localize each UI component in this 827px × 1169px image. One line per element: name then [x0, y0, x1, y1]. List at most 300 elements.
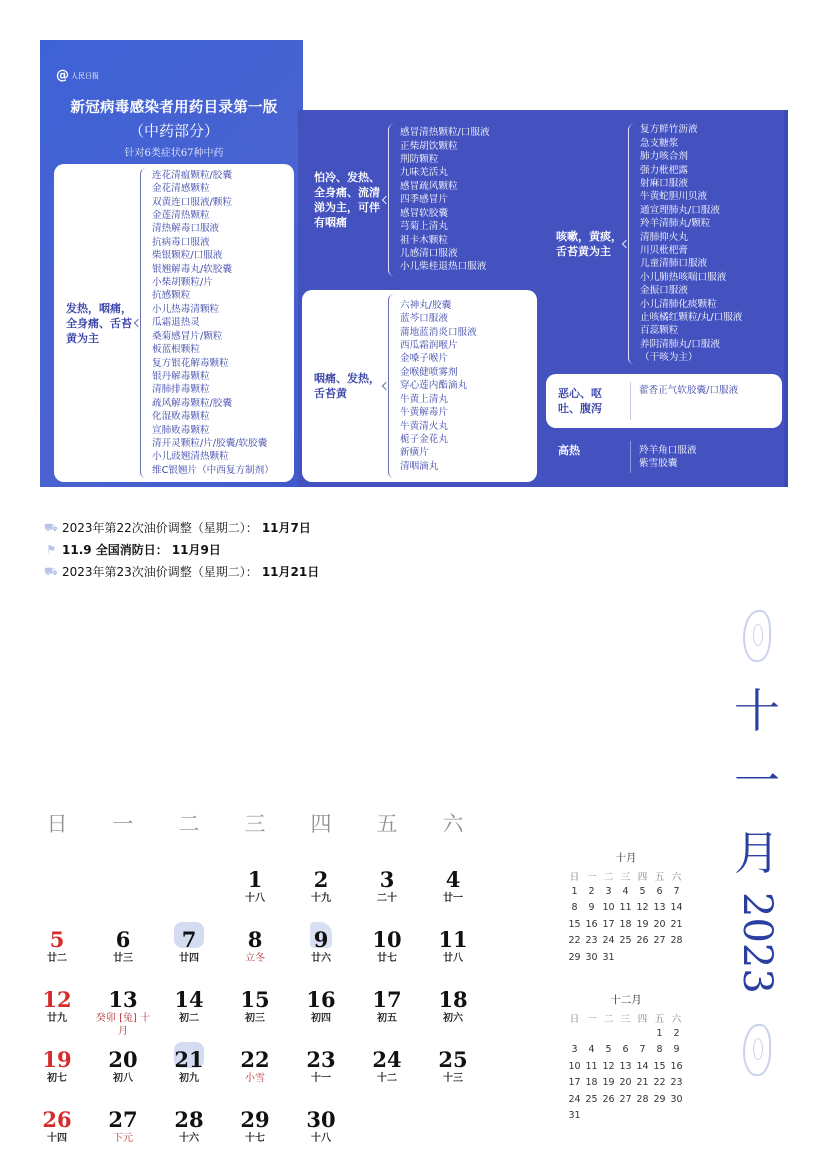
- peoples-daily-logo: [56, 68, 99, 83]
- month-char: 一: [734, 754, 780, 808]
- lunar-date: 廿一: [443, 893, 463, 904]
- calendar-day[interactable]: [24, 1048, 90, 1108]
- mini-empty-cell: [634, 1028, 651, 1045]
- mini-day: 29: [568, 951, 581, 963]
- day-number: 27: [108, 1107, 138, 1132]
- group-items: [640, 120, 742, 368]
- brace-icon: [134, 164, 146, 482]
- group-items: [400, 290, 477, 482]
- calendar-empty-cell: [90, 868, 156, 928]
- brace-icon: [382, 120, 394, 280]
- lunar-date: 十九: [311, 893, 331, 904]
- event-item: [44, 539, 319, 561]
- medicine-item: 荆防颗粒: [400, 154, 439, 166]
- day-number: 7: [181, 927, 197, 952]
- medicine-item: 牛黄蛇胆川贝液: [640, 191, 708, 203]
- medicine-item: 止咳橘红颗粒/丸/口服液: [640, 312, 743, 324]
- calendar-day[interactable]: [222, 928, 288, 988]
- medicine-item: 小儿豉翘清热颗粒: [152, 451, 229, 463]
- day-number: 18: [438, 987, 468, 1012]
- mini-day: 20: [653, 918, 666, 930]
- car-icon: ⛟: [44, 521, 58, 534]
- group-card-chills: [302, 120, 537, 280]
- calendar-day[interactable]: [288, 1048, 354, 1108]
- medicine-item: 银翘解毒丸/软胶囊: [152, 263, 232, 275]
- event-date: 11月9日: [171, 543, 221, 557]
- medicine-item: 牛黄上清丸: [400, 393, 448, 405]
- calendar-day[interactable]: [288, 988, 354, 1048]
- mini-day: 29: [653, 1093, 666, 1105]
- calendar-day[interactable]: [222, 988, 288, 1048]
- medicine-item: 清肺抑火丸: [640, 231, 688, 243]
- day-number: 17: [372, 987, 402, 1012]
- lunar-date: 初三: [245, 1013, 265, 1024]
- medicine-item: 感冒清热颗粒/口服液: [400, 127, 490, 139]
- medicine-item: 疏风解毒颗粒/胶囊: [152, 397, 232, 409]
- lunar-date: 廿七: [377, 953, 397, 964]
- lunar-date: 廿三: [113, 953, 133, 964]
- mini-day: 31: [568, 1110, 581, 1121]
- mini-day: 6: [656, 885, 663, 897]
- lunar-date: 小雪: [245, 1073, 265, 1084]
- medicine-item: 百蕊颗粒: [640, 325, 679, 337]
- mini-weekday: 六: [671, 1014, 682, 1025]
- mini-day: 30: [670, 1093, 683, 1105]
- mini-weekday: 五: [654, 872, 665, 883]
- calendar-day[interactable]: [156, 1108, 222, 1168]
- mini-day: 25: [619, 935, 632, 946]
- medicine-item: 新癀片: [400, 447, 429, 459]
- mini-day: 23: [670, 1077, 683, 1088]
- calendar-day[interactable]: [156, 1048, 222, 1108]
- mini-weekday: 四: [637, 872, 648, 883]
- medicine-item: 小儿肺热咳喘口服液: [640, 271, 727, 283]
- lunar-date: 廿四: [179, 953, 199, 964]
- mini-day: 18: [619, 918, 632, 930]
- day-number: 13: [108, 987, 138, 1012]
- brace-icon: [622, 120, 634, 368]
- medicine-item: 祖卡木颗粒: [400, 234, 448, 246]
- medicine-item: 射麻口服液: [640, 177, 688, 189]
- group-items: [152, 164, 274, 482]
- calendar-day[interactable]: [420, 1048, 486, 1108]
- mini-day: 27: [653, 935, 666, 946]
- lunar-date: 初八: [113, 1073, 133, 1084]
- event-text: 2023年第22次油价调整（星期二）：: [62, 521, 258, 535]
- mini-empty-cell: [617, 1028, 634, 1045]
- mini-day: 24: [568, 1093, 581, 1105]
- lunar-date: 初九: [179, 1073, 199, 1084]
- day-grid: [24, 868, 486, 1168]
- lunar-date: 十八: [311, 1133, 331, 1144]
- calendar-day[interactable]: [354, 988, 420, 1048]
- day-number: 19: [42, 1047, 72, 1072]
- medicine-item: 化湿败毒颗粒: [152, 411, 210, 423]
- medicine-infographic: [40, 40, 788, 487]
- mini-day: 13: [619, 1060, 632, 1072]
- day-number: 11: [438, 927, 468, 952]
- calendar-day[interactable]: [90, 988, 156, 1048]
- mini-weekday: 六: [671, 872, 682, 883]
- mini-day: 28: [636, 1093, 649, 1105]
- group-items: [400, 120, 490, 280]
- medicine-item: 小柴胡颗粒/片: [152, 277, 213, 289]
- day-number: 24: [372, 1047, 402, 1072]
- group-card-cough: [544, 120, 782, 368]
- medicine-item: 栀子金花丸: [400, 433, 448, 445]
- calendar-day[interactable]: [420, 868, 486, 928]
- mini-day: 7: [639, 1044, 646, 1055]
- medicine-item: 四季感冒片: [400, 194, 448, 206]
- medicine-item: 金喉健喷雾剂: [400, 366, 458, 378]
- day-number: 20: [108, 1047, 138, 1072]
- mini-day: 4: [622, 885, 629, 897]
- day-number: 23: [306, 1047, 336, 1072]
- lunar-date: 廿九: [47, 1013, 67, 1024]
- mini-weekday: 四: [637, 1014, 648, 1025]
- medicine-item: 清咽滴丸: [400, 460, 439, 472]
- mini-weekday: 一: [586, 872, 597, 883]
- weekday-label: 日: [46, 812, 68, 836]
- brace-icon: [382, 290, 394, 482]
- mini-day: 9: [588, 902, 595, 913]
- medicine-item: 儿感清口服液: [400, 247, 458, 259]
- medicine-item: 桑菊感冒片/颗粒: [152, 330, 223, 342]
- calendar-day[interactable]: [354, 868, 420, 928]
- medicine-item: （干咳为主）: [640, 352, 698, 364]
- mini-day: 8: [571, 902, 578, 913]
- lunar-date: 十二: [377, 1073, 397, 1084]
- calendar-day[interactable]: [354, 1048, 420, 1108]
- ornament-icon: [743, 610, 771, 662]
- mini-day: 26: [602, 1093, 615, 1105]
- mini-weekday: 日: [569, 872, 580, 883]
- day-number: 15: [240, 987, 270, 1012]
- group-category: 咽痛、发热，舌苔黄: [314, 372, 380, 400]
- calendar-day[interactable]: [90, 1108, 156, 1168]
- mini-day: 19: [636, 918, 649, 930]
- mini-day: 6: [622, 1044, 629, 1055]
- month-year-title: [730, 610, 784, 1076]
- medicine-item: 感冒疏风颗粒: [400, 180, 458, 192]
- medicine-item: 蓝芩口服液: [400, 313, 448, 325]
- calendar-day[interactable]: [288, 1108, 354, 1168]
- group-items: [639, 374, 738, 428]
- group-card-sore-throat: [302, 290, 537, 482]
- medicine-item: 急支糖浆: [640, 137, 679, 149]
- event-text: 11.9 全国消防日：: [62, 543, 168, 557]
- year-label: 2023: [734, 892, 780, 994]
- medicine-item: 西瓜霜润喉片: [400, 340, 458, 352]
- mini-empty-cell: [600, 1028, 617, 1045]
- day-number: 21: [174, 1047, 204, 1072]
- lunar-date: 初四: [311, 1013, 331, 1024]
- calendar-day[interactable]: [156, 928, 222, 988]
- mini-day: 21: [636, 1077, 649, 1088]
- day-number: 5: [49, 927, 65, 952]
- mini-empty-cell: [566, 1028, 583, 1045]
- medicine-item: 维C银翘片（中西复方制剂）: [152, 464, 274, 476]
- mini-day: 18: [585, 1077, 598, 1088]
- infographic-subtitle: （中药部分）: [128, 122, 219, 140]
- mini-day: 17: [568, 1077, 581, 1088]
- lunar-date: 二十: [377, 893, 397, 904]
- mini-calendar-title: 十月: [615, 852, 637, 864]
- medicine-item: 复方银花解毒颗粒: [152, 357, 229, 369]
- group-category: 发热，咽痛，全身痛、舌苔黄为主: [66, 301, 132, 345]
- event-item: [44, 561, 319, 583]
- medicine-item: 六神丸/胶囊: [400, 299, 452, 311]
- mini-day: 4: [588, 1044, 595, 1055]
- calendar-day[interactable]: [222, 1048, 288, 1108]
- mini-day: 15: [568, 918, 581, 930]
- day-number: 8: [247, 927, 263, 952]
- at-icon: @: [56, 68, 69, 83]
- calendar-day[interactable]: [24, 928, 90, 988]
- lunar-date: 初二: [179, 1013, 199, 1024]
- day-number: 29: [240, 1107, 270, 1132]
- medicine-item: 川贝枇杷膏: [640, 245, 688, 256]
- mini-day: 10: [602, 902, 615, 913]
- mini-day: 26: [636, 935, 649, 946]
- mini-day: 10: [568, 1060, 581, 1072]
- mini-day: 27: [619, 1093, 632, 1105]
- weekday-label: 三: [244, 812, 266, 836]
- weekday-label: 六: [442, 812, 464, 836]
- weekday-label: 二: [178, 812, 200, 836]
- mini-day: 2: [673, 1027, 680, 1039]
- mini-day: 21: [670, 918, 683, 930]
- medicine-item: 复方鲜竹沥液: [640, 124, 698, 136]
- calendar-day[interactable]: [420, 988, 486, 1048]
- day-number: 3: [379, 867, 395, 892]
- calendar-day[interactable]: [288, 868, 354, 928]
- calendar-day[interactable]: [354, 928, 420, 988]
- mini-calendar-october: [566, 850, 686, 968]
- lunar-date: 立冬: [245, 953, 265, 964]
- medicine-item: 清肺排毒颗粒: [152, 384, 210, 396]
- medicine-item: 强力枇杷露: [640, 164, 688, 176]
- mini-day: 25: [585, 1093, 598, 1105]
- day-number: 16: [306, 987, 336, 1012]
- medicine-item: 瓜霜退热灵: [152, 317, 200, 329]
- medicine-item: 金振口服液: [640, 285, 688, 297]
- lunar-date: 初七: [47, 1073, 67, 1084]
- medicine-item: 连花清瘟颗粒/胶囊: [152, 169, 232, 181]
- medicine-item: 清热解毒口服液: [152, 223, 220, 235]
- day-number: 10: [372, 927, 402, 952]
- mini-day: 7: [673, 885, 680, 897]
- calendar-day[interactable]: [90, 1048, 156, 1108]
- medicine-item: 通宣理肺丸/口服液: [640, 204, 720, 216]
- calendar-day[interactable]: [420, 928, 486, 988]
- lunar-date: 十一: [311, 1073, 331, 1084]
- mini-weekday: 五: [654, 1014, 665, 1025]
- car-icon: ⛟: [44, 565, 58, 578]
- mini-day: 8: [656, 1044, 663, 1055]
- medicine-item: 小儿清肺化痰颗粒: [640, 298, 717, 310]
- medicine-item: 双黄连口服液/颗粒: [152, 196, 232, 208]
- mini-calendar-grid: [566, 1011, 686, 1127]
- mini-day: 9: [673, 1044, 680, 1055]
- medicine-item: 养阴清肺丸/口服液: [640, 338, 720, 350]
- group-category: 恶心、呕吐、腹泻: [558, 387, 602, 415]
- weekday-label: 一: [112, 812, 134, 836]
- group-card-high-fever: [546, 433, 782, 481]
- day-number: 28: [174, 1107, 204, 1132]
- calendar-day[interactable]: [222, 1108, 288, 1168]
- mini-weekday: 日: [569, 1014, 580, 1025]
- medicine-item: 藿香正气软胶囊/口服液: [639, 385, 739, 396]
- calendar-day[interactable]: [24, 988, 90, 1048]
- mini-day: 14: [670, 902, 683, 913]
- medicine-item: 银丹解毒颗粒: [152, 370, 210, 382]
- medicine-item: 芎菊上清丸: [400, 221, 448, 233]
- mini-day: 14: [636, 1060, 649, 1072]
- event-item: [44, 517, 319, 539]
- group-category: 高热: [558, 444, 580, 457]
- mini-empty-cell: [583, 1028, 600, 1045]
- group-card-fever-sore-throat: [54, 164, 294, 482]
- medicine-item: 小儿柴桂退热口服液: [400, 261, 487, 273]
- calendar-day[interactable]: [222, 868, 288, 928]
- mini-day: 15: [653, 1060, 666, 1072]
- medicine-item: 抗病毒口服液: [152, 236, 210, 248]
- event-date: 11月7日: [261, 521, 311, 535]
- mini-day: 1: [571, 885, 578, 897]
- event-date: 11月21日: [261, 565, 320, 579]
- mini-weekday: 一: [586, 1014, 597, 1025]
- mini-day: 16: [585, 918, 598, 930]
- lunar-date: 廿八: [443, 953, 463, 964]
- mini-day: 13: [653, 902, 666, 913]
- lunar-date: 初六: [443, 1013, 463, 1024]
- calendar-day[interactable]: [24, 1108, 90, 1168]
- mini-day: 11: [619, 902, 632, 913]
- mini-day: 2: [588, 885, 595, 897]
- divider: [630, 441, 631, 473]
- medicine-item: 板蓝根颗粒: [152, 344, 200, 356]
- medicine-item: 穿心莲内酯滴丸: [400, 380, 468, 392]
- logo-text: 人民日报: [71, 71, 99, 80]
- mini-day: 19: [602, 1077, 615, 1088]
- mini-day: 24: [602, 935, 615, 946]
- mini-calendar-title: 十二月: [610, 994, 642, 1006]
- mini-day: 28: [670, 935, 683, 946]
- calendar-empty-cell: [24, 868, 90, 928]
- group-category: 怕冷、发热、全身痛、流清涕为主，可伴有咽痛: [314, 171, 380, 229]
- medicine-item: 羚羊角口服液: [639, 444, 697, 456]
- month-char: 十: [734, 684, 780, 738]
- month-char: 月: [734, 826, 780, 880]
- day-number: 14: [174, 987, 204, 1012]
- day-number: 22: [240, 1047, 270, 1072]
- divider: [630, 382, 631, 420]
- group-items: [639, 433, 697, 481]
- mini-day: 1: [656, 1027, 663, 1039]
- mini-day: 20: [619, 1077, 632, 1088]
- lunar-date: 十四: [47, 1133, 67, 1144]
- medicine-item: 肺力咳合剂: [640, 151, 688, 163]
- medicine-item: 金莲清热颗粒: [152, 210, 210, 222]
- mini-calendar-december: [566, 992, 686, 1127]
- medicine-item: 抗感颗粒: [152, 290, 191, 302]
- mini-day: 3: [571, 1044, 578, 1055]
- medicine-item: 九味羌活丸: [400, 167, 448, 179]
- lunar-date: 下元: [113, 1133, 133, 1144]
- day-number: 4: [445, 867, 461, 892]
- calendar-empty-cell: [156, 868, 222, 928]
- infographic-title: 新冠病毒感染者用药目录第一版: [70, 100, 278, 116]
- infographic-note: 针对6类症状67种中药: [124, 148, 224, 159]
- day-number: 2: [313, 867, 329, 892]
- mini-weekday: 三: [620, 872, 631, 883]
- event-text: 2023年第23次油价调整（星期二）：: [62, 565, 258, 579]
- mini-weekday: 三: [620, 1014, 631, 1025]
- mini-day: 12: [602, 1060, 615, 1072]
- month-calendar: [24, 808, 484, 1144]
- calendar-day[interactable]: [90, 928, 156, 988]
- lunar-date: 癸卯 [兔] 十月: [95, 1013, 151, 1037]
- lunar-date: 十六: [179, 1133, 199, 1144]
- lunar-date: 廿二: [47, 953, 67, 964]
- flag-icon: ⚑: [46, 543, 56, 556]
- mini-day: 22: [568, 935, 581, 946]
- medicine-item: 金嗓子喉片: [400, 353, 448, 365]
- day-number: 6: [115, 927, 131, 952]
- mini-day: 5: [639, 885, 646, 897]
- mini-day: 11: [585, 1060, 598, 1072]
- mini-day: 16: [670, 1060, 683, 1072]
- lunar-date: 廿六: [311, 953, 331, 964]
- medicine-item: 金花清感颗粒: [152, 183, 210, 195]
- lunar-date: 十七: [245, 1133, 265, 1144]
- medicine-item: 紫雪胶囊: [639, 458, 678, 469]
- calendar-day[interactable]: [156, 988, 222, 1048]
- medicine-item: 正柴胡饮颗粒: [400, 140, 458, 152]
- medicine-item: 牛黄解毒片: [400, 407, 448, 419]
- calendar-day[interactable]: [288, 928, 354, 988]
- weekday-label: 五: [376, 812, 398, 836]
- weekday-label: 四: [310, 812, 332, 836]
- mini-day: 5: [605, 1044, 612, 1055]
- day-number: 12: [42, 987, 72, 1012]
- group-card-nausea: [546, 374, 782, 428]
- mini-weekday: 二: [603, 1014, 614, 1025]
- weekday-header: [24, 808, 484, 838]
- mini-day: 22: [653, 1077, 666, 1088]
- medicine-item: 清开灵颗粒/片/胶囊/软胶囊: [152, 437, 268, 449]
- medicine-item: 儿童清肺口服液: [640, 258, 708, 270]
- mini-day: 3: [605, 885, 612, 897]
- event-list: [44, 517, 319, 583]
- lunar-date: 十八: [245, 893, 265, 904]
- mini-day: 30: [585, 951, 598, 963]
- day-number: 30: [306, 1107, 336, 1132]
- medicine-item: 蒲地蓝消炎口服液: [400, 326, 477, 338]
- medicine-item: 感冒软胶囊: [400, 207, 448, 219]
- mini-day: 31: [602, 951, 615, 963]
- mini-weekday: 二: [603, 872, 614, 883]
- day-number: 1: [247, 867, 263, 892]
- mini-day: 12: [636, 902, 649, 913]
- medicine-item: 宣肺败毒颗粒: [152, 424, 210, 436]
- day-number: 9: [313, 927, 329, 952]
- mini-day: 23: [585, 935, 598, 946]
- medicine-item: 小儿热毒清颗粒: [152, 303, 220, 315]
- medicine-item: 柴银颗粒/口服液: [152, 250, 223, 262]
- mini-calendar-grid: [566, 869, 686, 968]
